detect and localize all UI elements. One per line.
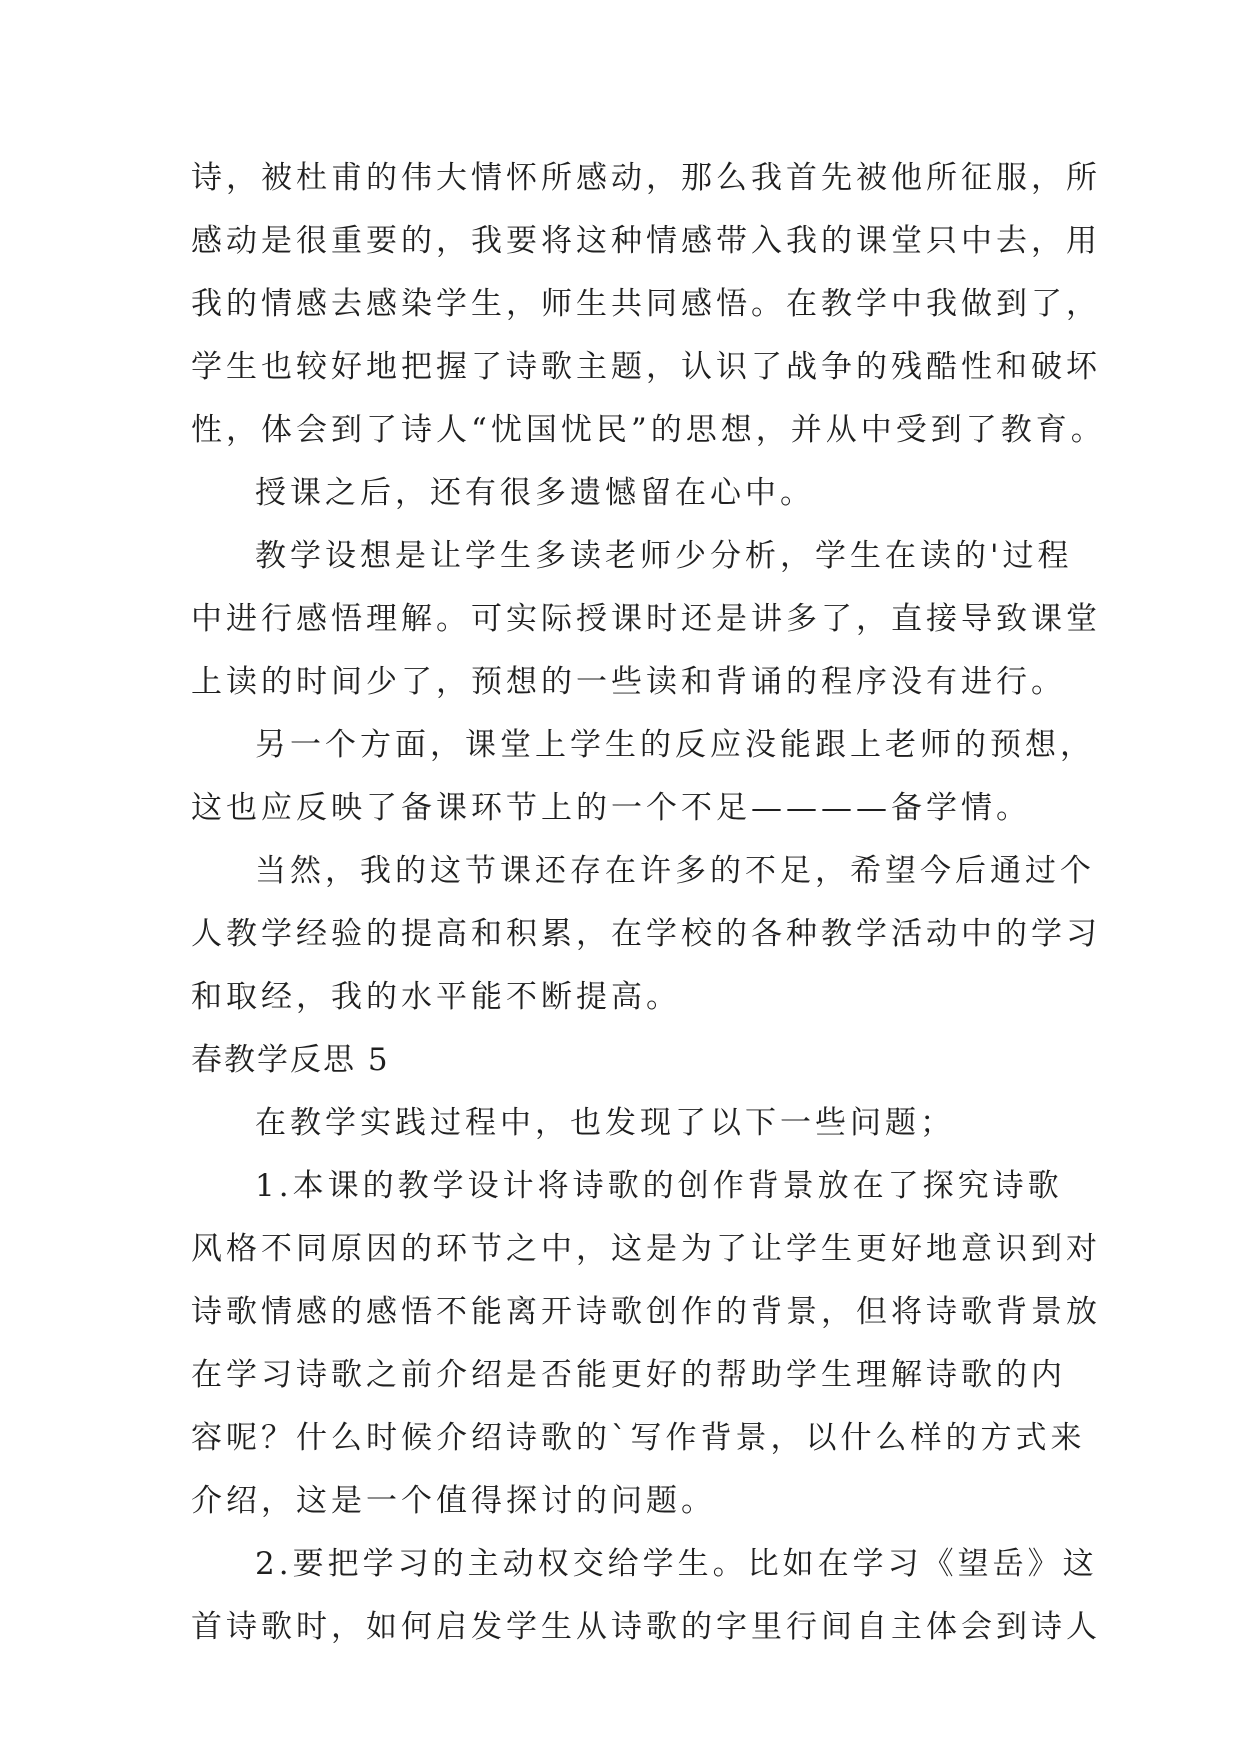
- text-line: 风格不同原因的环节之中，这是为了让学生更好地意识到对: [191, 1231, 1101, 1267]
- text-line: 感动是很重要的，我要将这种情感带入我的课堂只中去，用: [191, 223, 1101, 259]
- text-line: 诗歌情感的感悟不能离开诗歌创作的背景，但将诗歌背景放: [191, 1294, 1101, 1330]
- text-line: 和取经，我的水平能不断提高。: [191, 979, 681, 1015]
- text-line: 授课之后，还有很多遗憾留在心中。: [255, 475, 815, 511]
- text-line: 容呢？什么时候介绍诗歌的`写作背景，以什么样的方式来: [191, 1420, 1086, 1456]
- text-line: 这也应反映了备课环节上的一个不足————备学情。: [191, 790, 1031, 826]
- text-line: 首诗歌时，如何启发学生从诗歌的字里行间自主体会到诗人: [191, 1609, 1101, 1645]
- text-line: 性，体会到了诗人“忧国忧民”的思想，并从中受到了教育。: [191, 412, 1106, 448]
- text-line: 在学习诗歌之前介绍是否能更好的帮助学生理解诗歌的内: [191, 1357, 1066, 1393]
- text-line: 当然，我的这节课还存在许多的不足，希望今后通过个: [255, 853, 1095, 889]
- text-line: 我的情感去感染学生，师生共同感悟。在教学中我做到了，: [191, 286, 1101, 322]
- text-line: 1.本课的教学设计将诗歌的创作背景放在了探究诗歌: [255, 1168, 1063, 1204]
- section-heading: 春教学反思 5: [191, 1042, 390, 1078]
- text-line: 学生也较好地把握了诗歌主题，认识了战争的残酷性和破坏: [191, 349, 1101, 385]
- text-line: 上读的时间少了，预想的一些读和背诵的程序没有进行。: [191, 664, 1066, 700]
- text-line: 中进行感悟理解。可实际授课时还是讲多了，直接导致课堂: [191, 601, 1101, 637]
- text-line: 介绍，这是一个值得探讨的问题。: [191, 1483, 716, 1519]
- text-line: 教学设想是让学生多读老师少分析，学生在读的'过程: [255, 538, 1073, 574]
- text-line: 另一个方面，课堂上学生的反应没能跟上老师的预想，: [255, 727, 1095, 763]
- text-line: 人教学经验的提高和积累，在学校的各种教学活动中的学习: [191, 916, 1101, 952]
- text-line: 诗，被杜甫的伟大情怀所感动，那么我首先被他所征服，所: [191, 160, 1101, 196]
- text-line: 2.要把学习的主动权交给学生。比如在学习《望岳》这: [255, 1546, 1098, 1582]
- text-line: 在教学实践过程中，也发现了以下一些问题；: [255, 1105, 955, 1141]
